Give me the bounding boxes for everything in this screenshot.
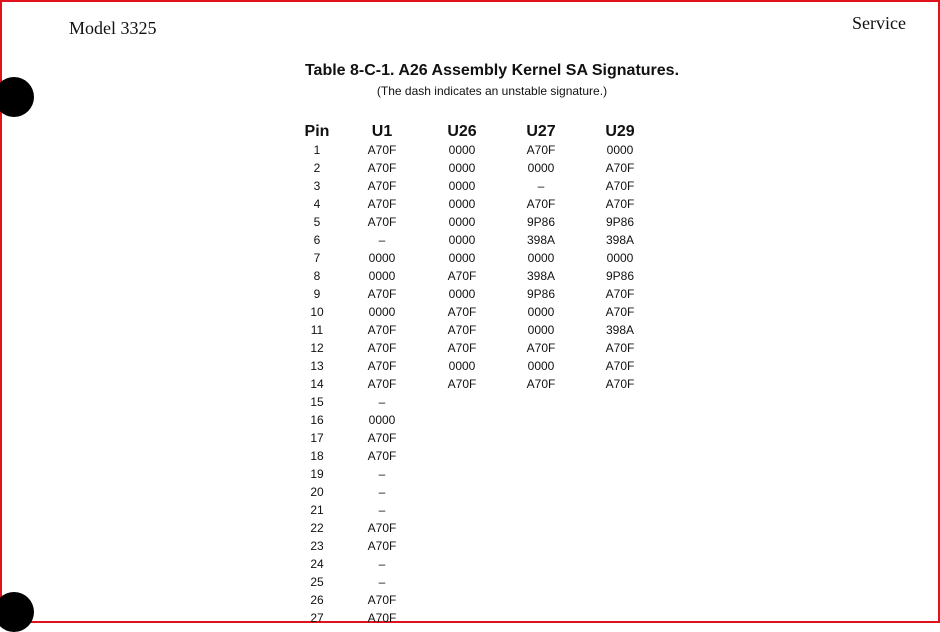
cell-u27	[502, 483, 580, 501]
cell-u29: 398A	[605, 233, 635, 247]
table-row	[292, 573, 660, 591]
table-row	[292, 519, 660, 537]
table-row	[292, 429, 660, 447]
table-row	[292, 537, 660, 555]
cell-pin: 21	[310, 503, 324, 517]
cell-u27	[502, 411, 580, 429]
table-row	[292, 447, 660, 465]
cell-u27	[502, 393, 580, 411]
column-header-u26: U26	[447, 123, 477, 140]
cell-pin: 25	[310, 575, 324, 589]
cell-u27: 398A	[526, 269, 556, 283]
cell-u1: –	[378, 395, 386, 409]
cell-pin: 13	[310, 359, 324, 373]
cell-u27: 0000	[527, 305, 555, 319]
cell-u26: 0000	[448, 215, 476, 229]
table-row	[292, 555, 660, 573]
cell-u27: 0000	[527, 161, 555, 175]
cell-u27	[502, 519, 580, 537]
cell-pin: 5	[313, 215, 321, 229]
cell-pin: 11	[310, 323, 324, 337]
cell-u29: A70F	[605, 341, 635, 355]
cell-u1: –	[378, 485, 386, 499]
page-header-model: Model 3325	[69, 18, 157, 38]
cell-pin: 26	[310, 593, 324, 607]
table-row	[292, 321, 660, 339]
cell-u26	[422, 537, 502, 555]
cell-u29: A70F	[605, 197, 635, 211]
cell-u26	[422, 555, 502, 573]
cell-pin: 19	[310, 467, 324, 481]
cell-pin: 24	[310, 557, 324, 571]
cell-u29: 0000	[606, 143, 634, 157]
cell-u27: 0000	[527, 323, 555, 337]
cell-u27	[502, 447, 580, 465]
cell-u1: –	[378, 557, 386, 571]
cell-u26: 0000	[448, 251, 476, 265]
cell-u27	[502, 555, 580, 573]
cell-u29	[580, 609, 660, 627]
column-header-u29: U29	[605, 123, 635, 140]
cell-u1: –	[378, 575, 386, 589]
cell-u29: 398A	[605, 323, 635, 337]
cell-u1: 0000	[368, 413, 396, 427]
cell-u27	[502, 537, 580, 555]
cell-u27	[502, 465, 580, 483]
cell-u26	[422, 465, 502, 483]
column-header-u1: U1	[371, 123, 393, 140]
table-row	[292, 339, 660, 357]
cell-u29	[580, 591, 660, 609]
cell-u1: A70F	[367, 197, 397, 211]
table-row	[292, 231, 660, 249]
cell-u26	[422, 429, 502, 447]
cell-u26	[422, 393, 502, 411]
cell-u26: A70F	[447, 305, 477, 319]
cell-u26	[422, 519, 502, 537]
cell-pin: 9	[313, 287, 321, 301]
cell-u1: A70F	[367, 341, 397, 355]
table-row	[292, 465, 660, 483]
cell-u1: A70F	[367, 521, 397, 535]
cell-u1: A70F	[367, 287, 397, 301]
cell-u1: 0000	[368, 305, 396, 319]
cell-u27: –	[537, 179, 545, 193]
cell-u1: A70F	[367, 539, 397, 553]
table-row	[292, 609, 660, 627]
cell-u29: 9P86	[605, 215, 635, 229]
cell-u26: A70F	[447, 377, 477, 391]
table-row	[292, 357, 660, 375]
cell-u1: –	[378, 233, 386, 247]
cell-pin: 23	[310, 539, 324, 553]
cell-u26: 0000	[448, 179, 476, 193]
cell-u27	[502, 501, 580, 519]
cell-pin: 1	[313, 143, 321, 157]
cell-pin: 6	[313, 233, 321, 247]
cell-u29	[580, 411, 660, 429]
cell-pin: 2	[313, 161, 321, 175]
cell-u26: 0000	[448, 233, 476, 247]
signature-table	[292, 123, 660, 627]
table-row	[292, 303, 660, 321]
cell-pin: 7	[313, 251, 321, 265]
cell-u27	[502, 573, 580, 591]
cell-u29: 0000	[606, 251, 634, 265]
cell-u1: A70F	[367, 449, 397, 463]
cell-u1: A70F	[367, 359, 397, 373]
cell-u27	[502, 609, 580, 627]
table-subtitle: (The dash indicates an unstable signature.)	[376, 84, 608, 98]
cell-u26	[422, 501, 502, 519]
cell-u29: A70F	[605, 179, 635, 193]
cell-u27: 9P86	[526, 215, 556, 229]
cell-u27: A70F	[526, 341, 556, 355]
table-row	[292, 501, 660, 519]
cell-u27: A70F	[526, 143, 556, 157]
cell-pin: 14	[310, 377, 324, 391]
cell-pin: 15	[310, 395, 324, 409]
cell-u1: A70F	[367, 377, 397, 391]
cell-u1: A70F	[367, 161, 397, 175]
cell-u29	[580, 555, 660, 573]
cell-u1: A70F	[367, 215, 397, 229]
cell-u27: A70F	[526, 197, 556, 211]
cell-u26: 0000	[448, 359, 476, 373]
cell-pin: 18	[310, 449, 324, 463]
cell-u29	[580, 519, 660, 537]
cell-u27: 0000	[527, 359, 555, 373]
cell-u1: A70F	[367, 611, 397, 625]
cell-u26: 0000	[448, 143, 476, 157]
cell-u29: A70F	[605, 287, 635, 301]
table-title: Table 8-C-1. A26 Assembly Kernel SA Signatures.	[304, 62, 680, 79]
column-header-u27: U27	[526, 123, 556, 140]
cell-u29	[580, 573, 660, 591]
column-header-pin: Pin	[304, 123, 330, 140]
cell-u26: A70F	[447, 269, 477, 283]
table-row	[292, 483, 660, 501]
cell-pin: 16	[310, 413, 324, 427]
cell-pin: 12	[310, 341, 324, 355]
cell-u29	[580, 393, 660, 411]
table-row	[292, 141, 660, 159]
cell-u26	[422, 411, 502, 429]
cell-u1: 0000	[368, 269, 396, 283]
cell-u29	[580, 483, 660, 501]
cell-u29	[580, 501, 660, 519]
cell-pin: 8	[313, 269, 321, 283]
cell-u29: A70F	[605, 377, 635, 391]
cell-pin: 20	[310, 485, 324, 499]
cell-u26: A70F	[447, 323, 477, 337]
cell-u1: A70F	[367, 143, 397, 157]
cell-u29: A70F	[605, 359, 635, 373]
cell-pin: 10	[310, 305, 324, 319]
cell-u29	[580, 447, 660, 465]
cell-u26	[422, 591, 502, 609]
table-row	[292, 195, 660, 213]
table-row	[292, 411, 660, 429]
cell-u29	[580, 429, 660, 447]
cell-u26: 0000	[448, 161, 476, 175]
table-row	[292, 393, 660, 411]
cell-u1: –	[378, 503, 386, 517]
page-header-section: Service	[852, 13, 906, 33]
cell-u1: –	[378, 467, 386, 481]
cell-u26: 0000	[448, 197, 476, 211]
cell-pin: 3	[313, 179, 321, 193]
cell-u1: A70F	[367, 593, 397, 607]
cell-u1: A70F	[367, 431, 397, 445]
cell-u29	[580, 465, 660, 483]
cell-u27: 9P86	[526, 287, 556, 301]
cell-u29: A70F	[605, 305, 635, 319]
cell-u27: 398A	[526, 233, 556, 247]
table-row	[292, 177, 660, 195]
cell-u26	[422, 573, 502, 591]
table-row	[292, 267, 660, 285]
cell-pin: 4	[313, 197, 321, 211]
table-row	[292, 285, 660, 303]
cell-u27: A70F	[526, 377, 556, 391]
cell-u1: A70F	[367, 179, 397, 193]
table-row	[292, 249, 660, 267]
binder-hole-icon	[0, 592, 34, 632]
cell-u1: A70F	[367, 323, 397, 337]
cell-pin: 22	[310, 521, 324, 535]
table-row	[292, 375, 660, 393]
table-header-row	[292, 123, 660, 141]
cell-u27	[502, 591, 580, 609]
table-row	[292, 213, 660, 231]
cell-u26	[422, 609, 502, 627]
table-row	[292, 159, 660, 177]
table-body	[292, 141, 660, 627]
cell-pin: 27	[310, 611, 324, 625]
cell-u26	[422, 483, 502, 501]
cell-u26	[422, 447, 502, 465]
cell-pin: 17	[310, 431, 324, 445]
cell-u29: A70F	[605, 161, 635, 175]
cell-u27: 0000	[527, 251, 555, 265]
cell-u26: A70F	[447, 341, 477, 355]
table-row	[292, 591, 660, 609]
cell-u27	[502, 429, 580, 447]
cell-u1: 0000	[368, 251, 396, 265]
cell-u26: 0000	[448, 287, 476, 301]
cell-u29: 9P86	[605, 269, 635, 283]
cell-u29	[580, 537, 660, 555]
